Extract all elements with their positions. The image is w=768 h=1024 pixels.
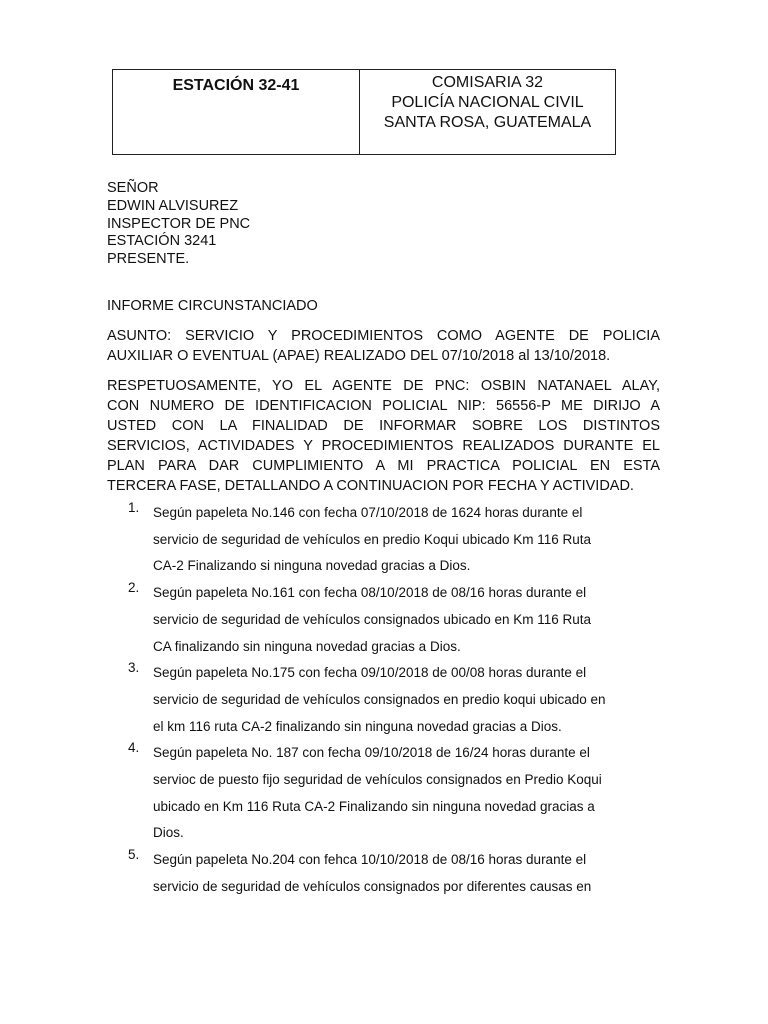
- paragraph-line: SERVICIOS, ACTIVIDADES Y PROCEDIMIENTOS REALIZADOS DURANTE EL: [107, 438, 660, 454]
- header-left-cell: [113, 70, 360, 154]
- list-line: servioc de puesto fijo seguridad de vehículos consignados en Predio Koqui: [153, 772, 602, 788]
- list-line: Dios.: [153, 825, 184, 841]
- addressee-block: [107, 180, 250, 269]
- addressee-line: INSPECTOR DE PNC: [107, 215, 251, 232]
- list-line: servicio de seguridad de vehículos consignados en predio koqui ubicado en: [153, 691, 606, 707]
- paragraph-line: RESPETUOSAMENTE, YO EL AGENTE DE PNC: OSBIN NATANAEL ALAY,: [107, 378, 660, 394]
- header-table: [112, 69, 616, 155]
- asunto-paragraph: [107, 326, 660, 366]
- paragraph-line: TERCERA FASE, DETALLANDO A CONTINUACION POR FECHA Y ACTIVIDAD.: [107, 478, 634, 494]
- list-item: [107, 740, 667, 847]
- list-line: CA-2 Finalizando si ninguna novedad gracias a Dios.: [153, 558, 471, 574]
- list-line: ubicado en Km 116 Ruta CA-2 Finalizando sin ninguna novedad gracias a: [153, 798, 595, 814]
- list-line: el km 116 ruta CA-2 finalizando sin ninguna novedad gracias a Dios.: [153, 718, 562, 734]
- list-number: 5.: [128, 847, 140, 863]
- intro-paragraph: [107, 376, 660, 496]
- header-line-location: SANTA ROSA, GUATEMALA: [383, 114, 592, 131]
- list-item: [107, 847, 667, 900]
- list-item: [107, 660, 667, 740]
- list-number: 4.: [128, 740, 140, 756]
- list-line: servicio de seguridad de vehículos consignados ubicado en Km 116 Ruta: [153, 611, 592, 627]
- paragraph-line: PLAN PARA DAR CUMPLIMIENTO A MI PRACTICA POLICIAL EN ESTA: [107, 458, 660, 474]
- list-line: Según papeleta No. 187 con fecha 09/10/2018 de 16/24 horas durante el: [153, 745, 590, 761]
- addressee-line: ESTACIÓN 3241: [107, 233, 217, 250]
- header-line-policia: POLICÍA NACIONAL CIVIL: [391, 94, 584, 111]
- list-item: [107, 580, 667, 660]
- addressee-line: PRESENTE.: [107, 251, 190, 268]
- paragraph-line: USTED CON LA FINALIDAD DE INFORMAR SOBRE LOS DISTINTOS: [107, 418, 660, 434]
- list-item: [107, 500, 667, 580]
- list-line: Según papeleta No.204 con fehca 10/10/2018 de 08/16 horas durante el: [153, 852, 587, 868]
- list-line: servicio de seguridad de vehículos consignados por diferentes causas en: [153, 878, 592, 894]
- addressee-line: SEÑOR: [107, 180, 159, 196]
- list-line: Según papeleta No.161 con fecha 08/10/2018 de 08/16 horas durante el: [153, 585, 587, 601]
- list-number: 3.: [128, 660, 140, 676]
- activity-list: [107, 500, 667, 901]
- list-line: Según papeleta No.146 con fecha 07/10/2018 de 1624 horas durante el: [153, 505, 583, 520]
- addressee-line: EDWIN ALVISUREZ: [107, 197, 239, 214]
- paragraph-line: AUXILIAR O EVENTUAL (APAE) REALIZADO DEL 07/10/2018 al 13/10/2018.: [107, 348, 611, 364]
- station-title: ESTACIÓN 32-41: [172, 77, 300, 94]
- report-title: INFORME CIRCUNSTANCIADO: [107, 298, 318, 314]
- header-right-cell: [360, 70, 615, 154]
- list-line: Según papeleta No.175 con fecha 09/10/2018 de 00/08 horas durante el: [153, 665, 587, 681]
- paragraph-line: CON NUMERO DE IDENTIFICACION POLICIAL NIP: 56556-P ME DIRIJO A: [107, 398, 660, 414]
- list-number: 1.: [128, 500, 140, 515]
- list-number: 2.: [128, 580, 140, 596]
- list-line: CA finalizando sin ninguna novedad gracias a Dios.: [153, 638, 461, 654]
- list-line: servicio de seguridad de vehículos en predio Koqui ubicado Km 116 Ruta: [153, 531, 592, 547]
- paragraph-line: ASUNTO: SERVICIO Y PROCEDIMIENTOS COMO AGENTE DE POLICIA: [107, 328, 660, 344]
- header-line-comisaria: COMISARIA 32: [431, 74, 544, 91]
